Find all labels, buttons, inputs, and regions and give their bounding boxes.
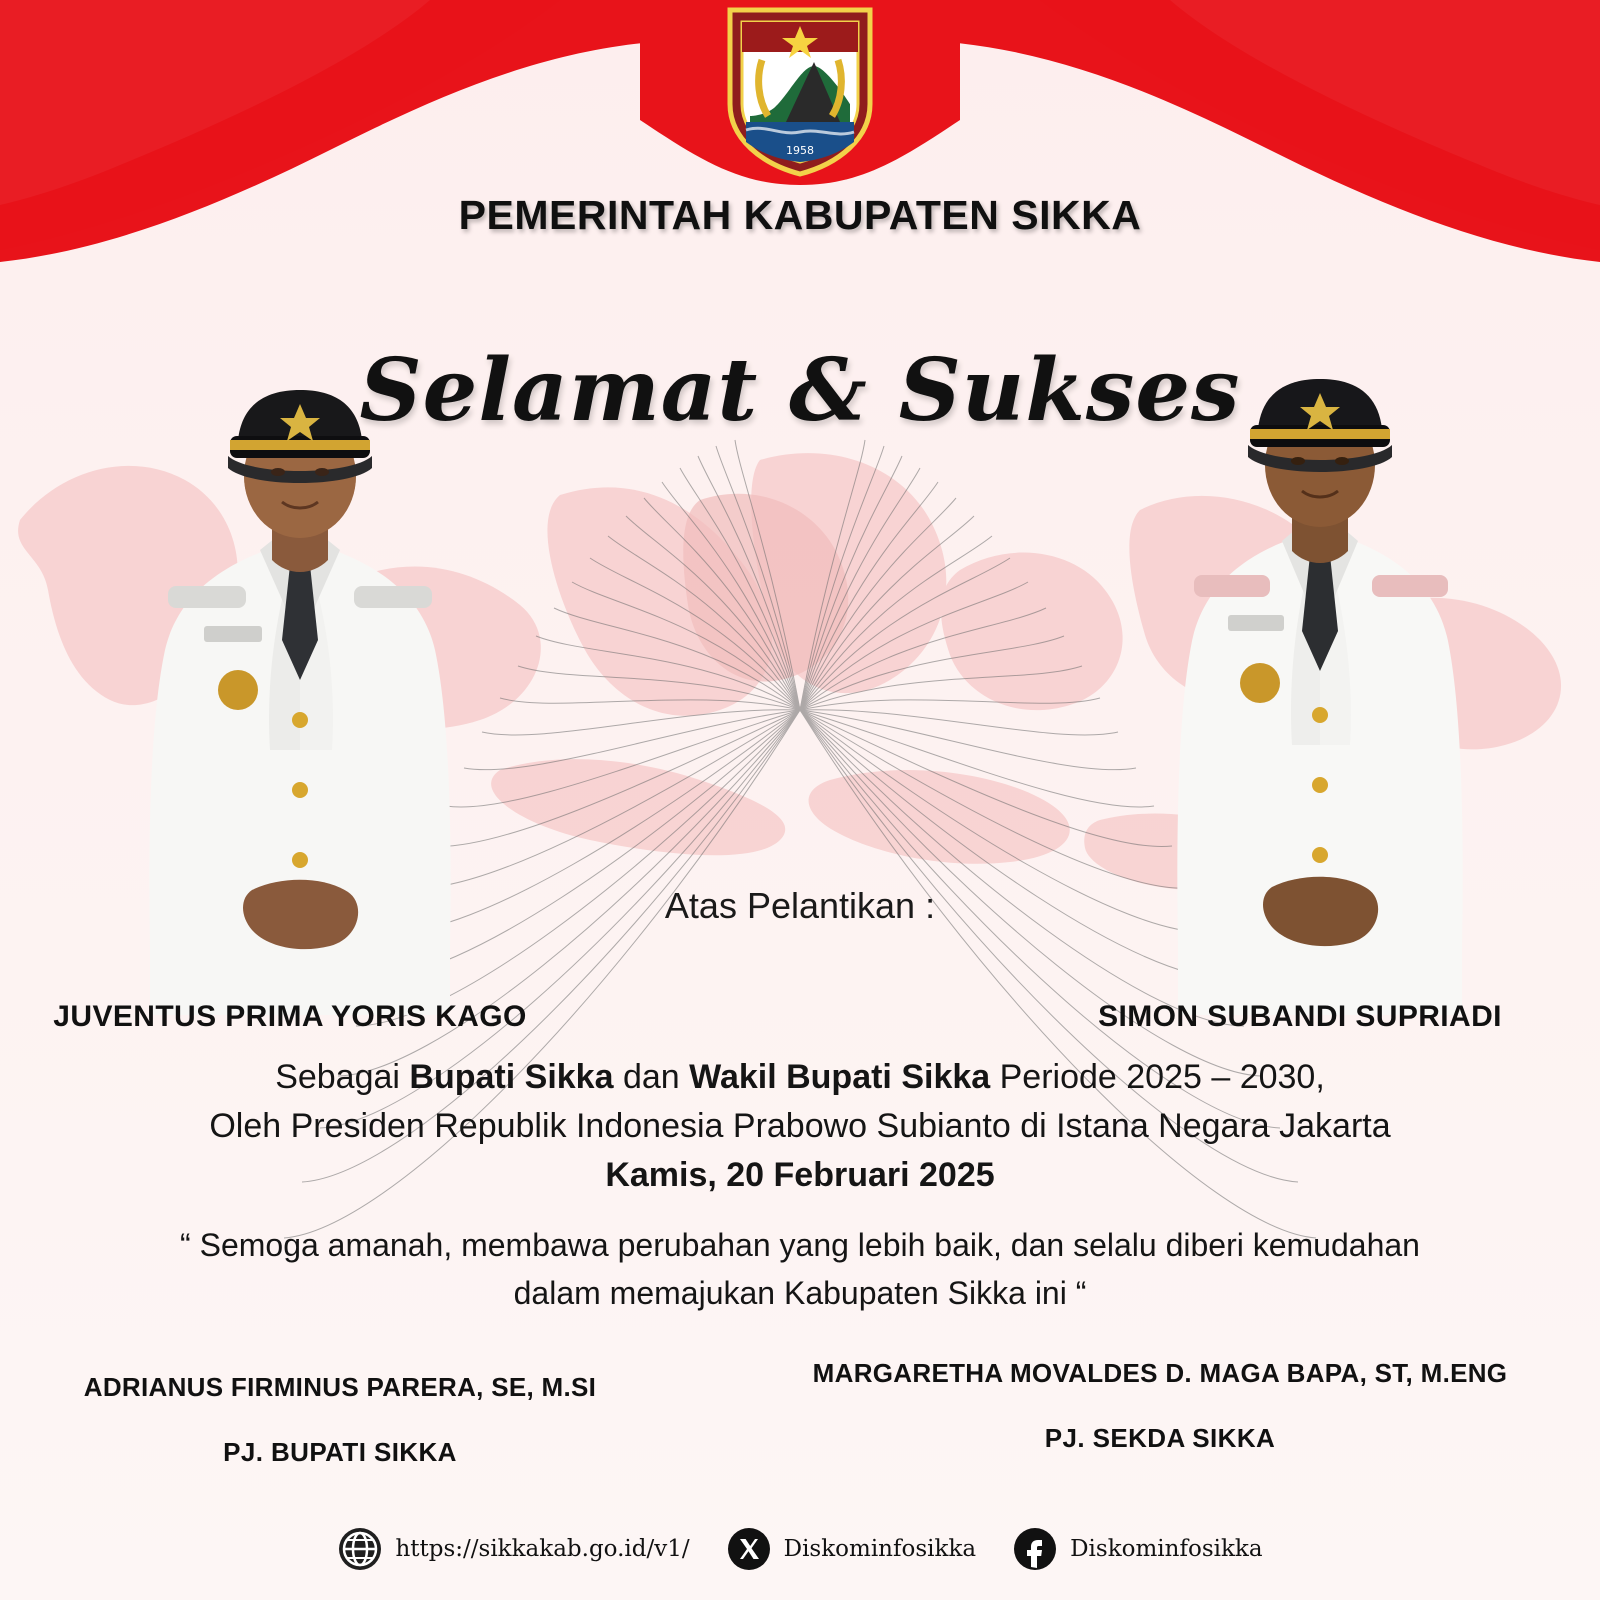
body-quote: “ Semoga amanah, membawa perubahan yang lebih baik, dan selalu diberi kemudahan dalam memajukan Kabupaten Sikka ini “ <box>180 1227 1420 1311</box>
footer-website[interactable] <box>337 1526 689 1572</box>
body-text-block <box>0 1058 1600 1317</box>
footer-x-label: Diskominfosikka <box>783 1536 977 1562</box>
sikka-coat-of-arms-icon <box>710 4 890 179</box>
footer-website-label: https://sikkakab.go.id/v1/ <box>395 1536 690 1562</box>
signatory-left-name: ADRIANUS FIRMINUS PARERA, SE, M.SI <box>83 1372 597 1402</box>
role-bupati: Bupati Sikka <box>409 1058 614 1096</box>
signatory-right-name: MARGARETHA MOVALDES D. MAGA BAPA, ST, M.ENG <box>812 1358 1508 1388</box>
subtitle-atas-pelantikan: Atas Pelantikan : <box>664 885 936 926</box>
official-name-left: JUVENTUS PRIMA YORIS KAGO <box>53 1000 527 1033</box>
body-line1-suffix: Periode 2025 – 2030, <box>990 1058 1325 1096</box>
body-line-roles <box>0 1058 1600 1097</box>
body-line-date: Kamis, 20 Februari 2025 <box>605 1156 995 1194</box>
facebook-icon <box>1012 1526 1058 1572</box>
official-name-right: SIMON SUBANDI SUPRIADI <box>1098 1000 1502 1033</box>
page-title: PEMERINTAH KABUPATEN SIKKA <box>458 192 1142 238</box>
signatory-right-role: PJ. SEKDA SIKKA <box>1044 1423 1276 1453</box>
body-line1-mid: dan <box>613 1058 690 1096</box>
signatory-left <box>40 1372 640 1468</box>
footer-contact-bar <box>0 1526 1600 1572</box>
x-twitter-icon <box>726 1526 772 1572</box>
emblem-year-text: 1958 <box>786 144 814 157</box>
signatory-right <box>800 1358 1520 1454</box>
globe-icon <box>337 1526 383 1572</box>
role-wakil-bupati: Wakil Bupati Sikka <box>689 1058 991 1096</box>
signatory-left-role: PJ. BUPATI SIKKA <box>223 1437 457 1467</box>
body-line1-prefix: Sebagai <box>275 1058 410 1096</box>
headline-script: Selamat & Sukses <box>359 340 1241 441</box>
body-line-president: Oleh Presiden Republik Indonesia Prabowo Subianto di Istana Negara Jakarta <box>209 1107 1391 1145</box>
footer-facebook[interactable] <box>1012 1526 1262 1572</box>
footer-x-twitter[interactable] <box>726 1526 976 1572</box>
footer-facebook-label: Diskominfosikka <box>1070 1536 1263 1562</box>
